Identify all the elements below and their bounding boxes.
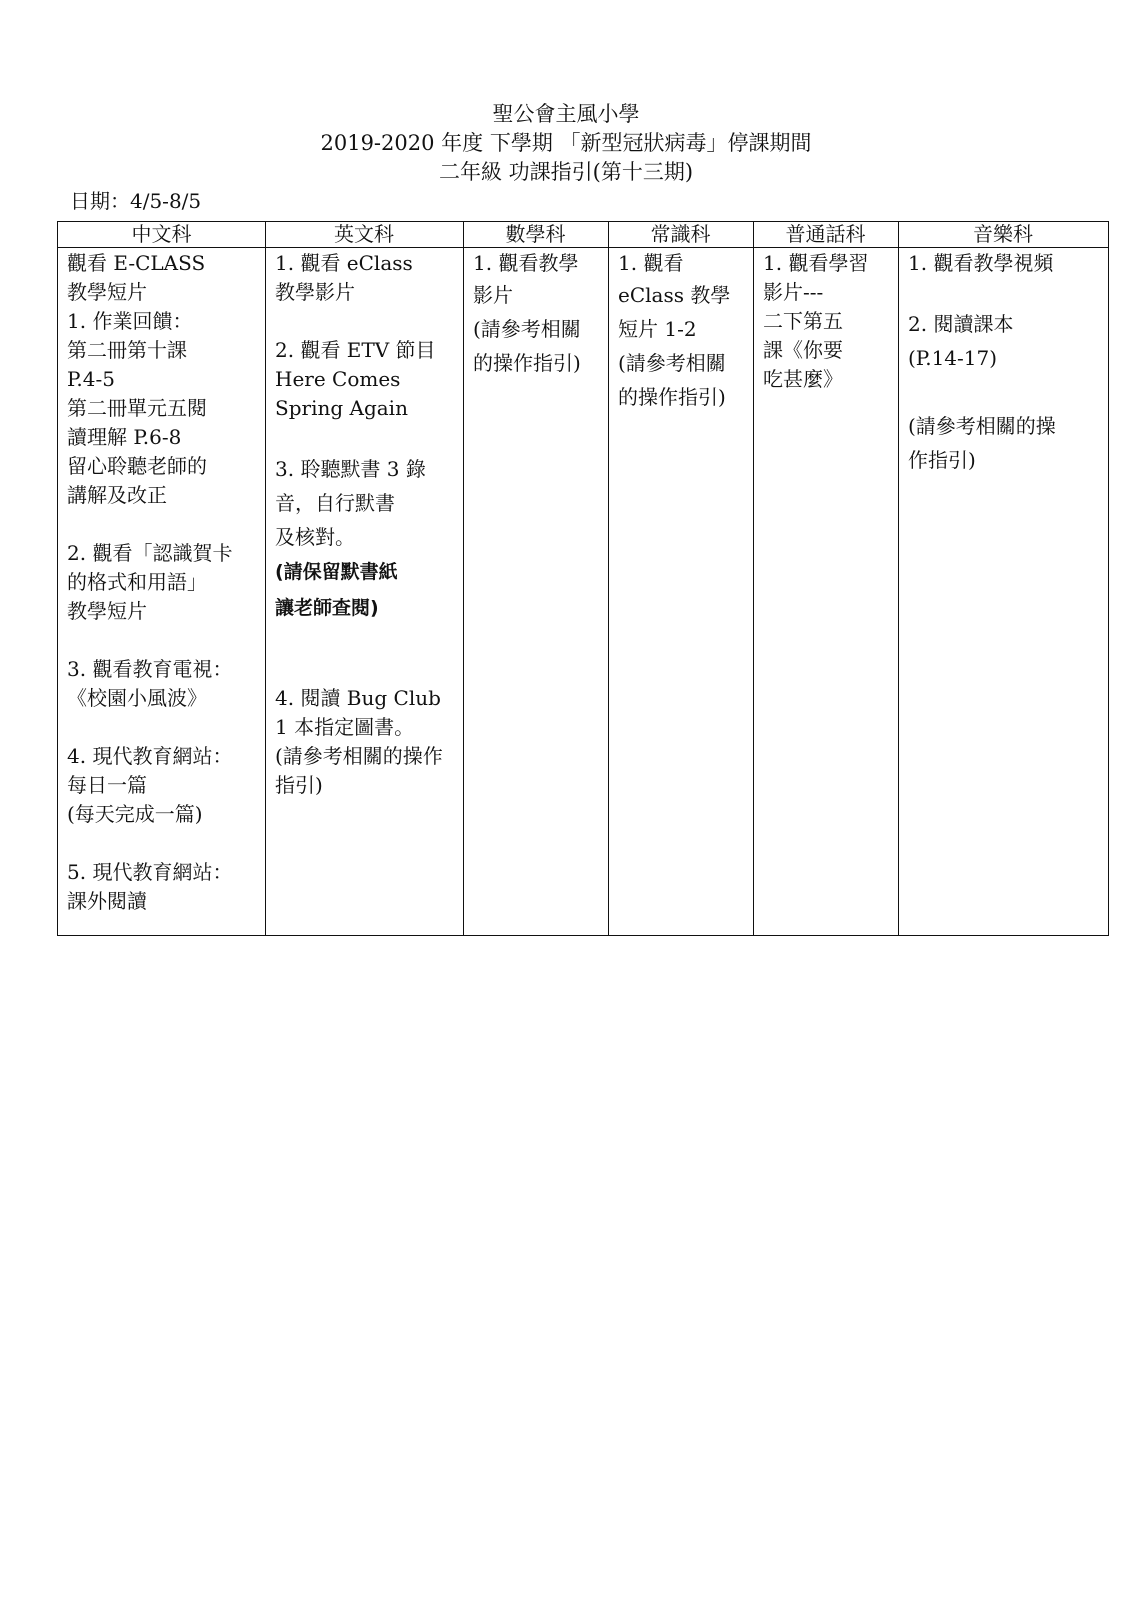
homework-line [67,713,263,742]
homework-line: 指引) [275,773,323,797]
homework-line [275,655,461,684]
homework-line: 的操作指引) [618,385,726,409]
column-header-music: 音樂科 [973,222,1033,246]
homework-line: Here Comes [275,367,401,391]
column-header-maths: 數學科 [505,222,566,246]
homework-line: 講解及改正 [67,483,167,507]
homework-line: eClass 教學 [618,283,731,307]
homework-line: 觀看 E-CLASS [67,251,206,275]
homework-line: 1. 觀看學習 [763,251,869,275]
grade-title: 二年級 功課指引(第十三期) [438,160,694,184]
homework-line: (請保留默書紙 [275,561,398,583]
homework-line: 教學短片 [67,599,147,623]
homework-line: 第二冊第十課 [67,338,187,362]
music-homework-cell [908,249,1106,477]
chinese-homework-cell [67,249,263,916]
column-header-chinese: 中文科 [131,222,192,246]
homework-line: 2. 閱讀課本 [908,312,1014,336]
homework-line: 作指引) [908,448,976,472]
homework-line: 及核對。 [275,525,355,549]
homework-line: 教學影片 [275,280,355,304]
homework-line: 吃甚麼》 [763,367,843,391]
homework-line [67,510,263,539]
homework-line: 課《你要 [763,338,843,362]
date-line: 日期：4/5-8/5 [70,189,202,213]
term-title: 2019-2020 年度 下學期 「新型冠狀病毒」停課期間 [320,131,812,155]
homework-line: (請參考相關 [618,351,726,375]
homework-line: 2. 觀看 ETV 節目 [275,338,436,362]
homework-line: 《校園小風波》 [67,686,207,710]
homework-line: 3. 聆聽默書 3 錄 [275,457,426,481]
homework-line: (P.14-17) [908,346,998,370]
homework-line: 5. 現代教育網站： [67,860,233,884]
homework-line: (請參考相關的操作 [275,744,443,768]
homework-line: 2. 觀看「認識賀卡 [67,541,233,565]
homework-line: 二下第五 [763,309,843,333]
homework-line: (每天完成一篇) [67,802,203,826]
homework-line: 1. 觀看教學 [473,251,579,275]
homework-line: 音，自行默書 [275,491,395,515]
column-header-english: 英文科 [334,222,394,246]
column-header-gs: 常識科 [650,222,711,246]
putonghua-homework-cell [763,249,896,394]
homework-line: 1. 觀看 [618,251,684,275]
homework-line: 的操作指引) [473,351,581,375]
homework-line [67,829,263,858]
homework-line: 3. 觀看教育電視： [67,657,233,681]
homework-line: 的格式和用語」 [67,570,207,594]
homework-line: 短片 1-2 [618,317,697,341]
homework-line: 1 本指定圖書。 [275,715,415,739]
maths-homework-cell [473,249,606,380]
homework-table [57,221,1109,936]
homework-line [275,626,461,655]
homework-line: 1. 觀看 eClass [275,251,413,275]
homework-line: (請參考相關的操 [908,414,1056,438]
homework-line: 1. 觀看教學視頻 [908,251,1054,275]
homework-line: 影片 [473,283,513,307]
homework-line: 影片--- [763,280,824,304]
column-header-putonghua: 普通話科 [785,222,866,246]
homework-line [908,278,1106,307]
homework-line: 4. 閱讀 Bug Club [275,686,441,710]
english-homework-cell [275,249,461,800]
homework-line: 每日一篇 [67,773,147,797]
homework-line: 課外閱讀 [67,889,147,913]
homework-line [67,626,263,655]
homework-line: P.4-5 [67,367,115,391]
gs-homework-cell [618,249,751,414]
homework-line: 1. 作業回饋： [67,309,193,333]
homework-line: 4. 現代教育網站： [67,744,233,768]
homework-line [275,423,461,452]
homework-line: 第二冊單元五閱 [67,396,207,420]
homework-line [908,375,1106,409]
homework-line [275,307,461,336]
homework-line: (請參考相關 [473,317,581,341]
homework-line: 讀理解 P.6-8 [67,425,182,449]
homework-line: Spring Again [275,396,408,420]
homework-line: 讓老師查閱) [275,597,379,619]
school-title: 聖公會主風小學 [492,102,640,126]
homework-line: 教學短片 [67,280,147,304]
homework-line: 留心聆聽老師的 [67,454,207,478]
